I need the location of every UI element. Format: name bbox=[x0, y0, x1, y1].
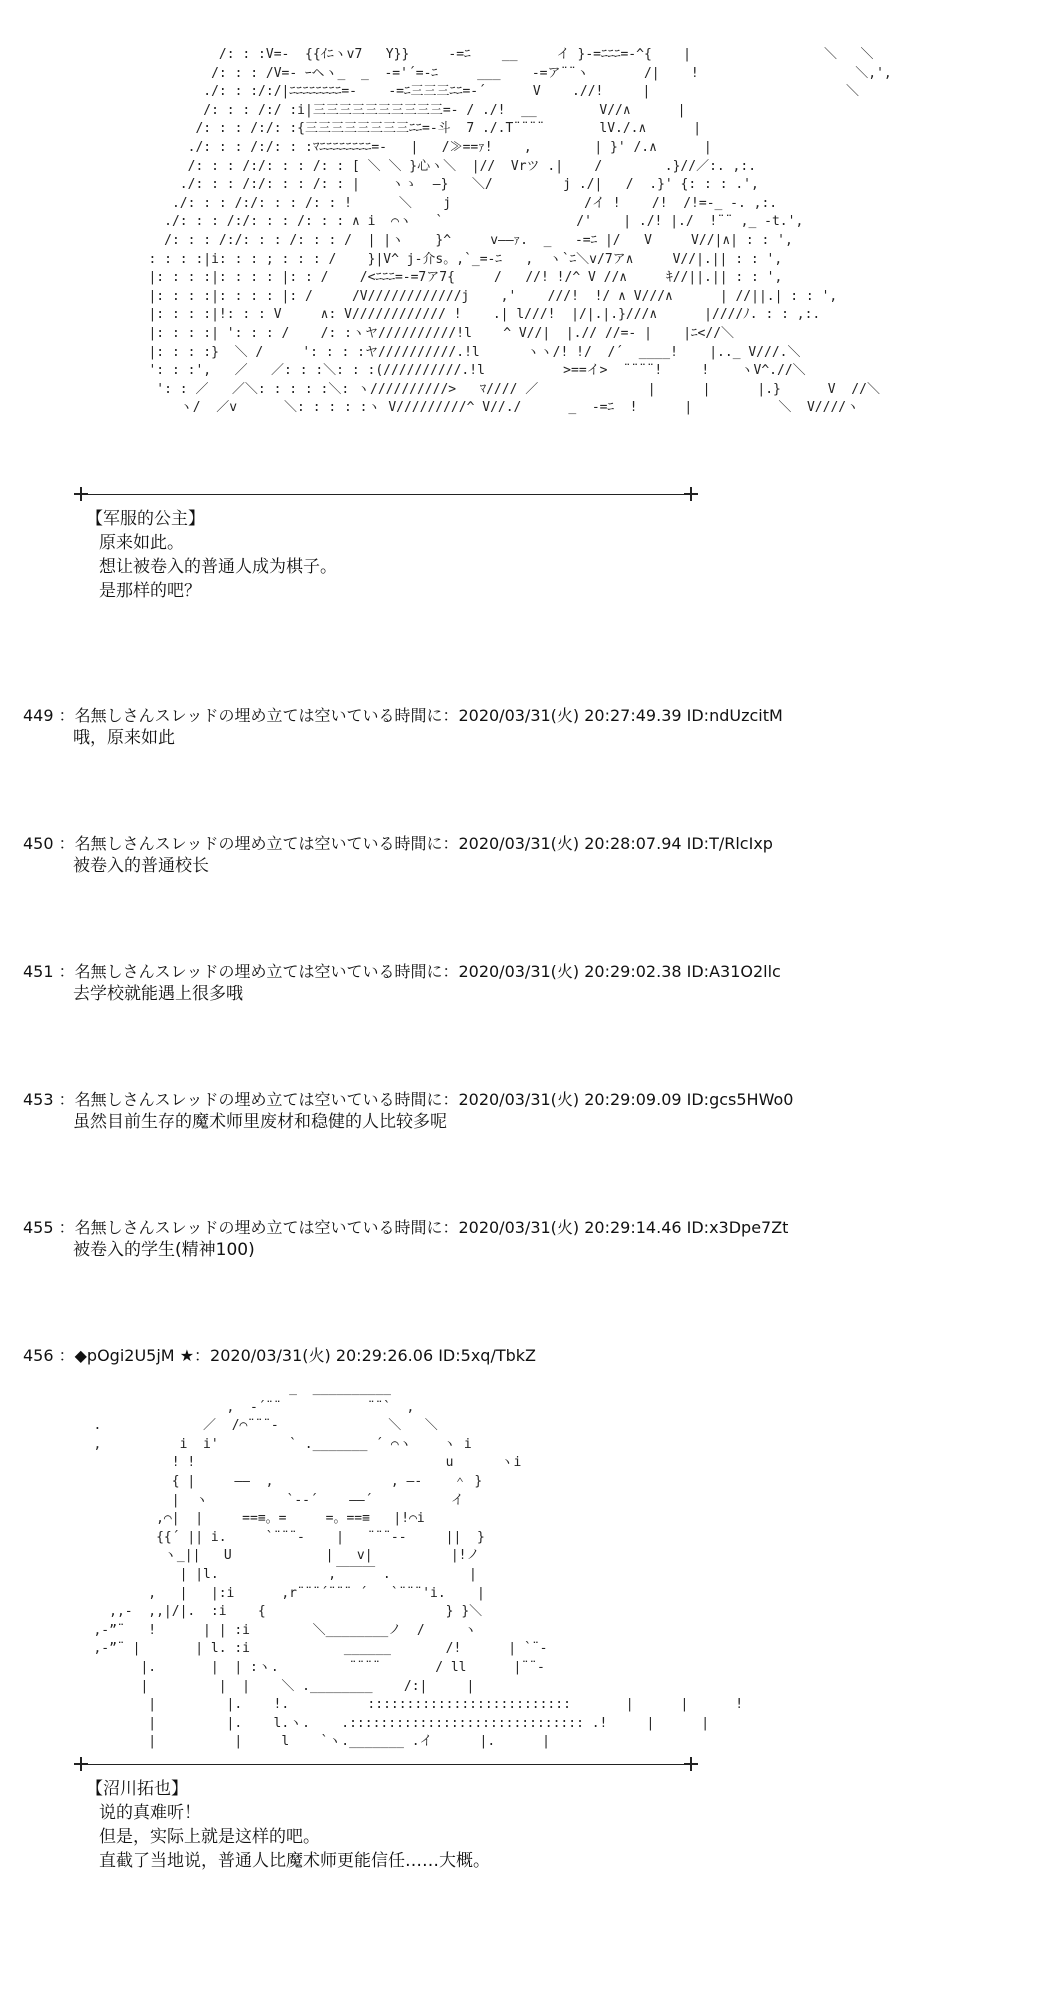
post-header: 449 ：名無しさんスレッドの埋め立ては空いている時間に：2020/03/31(火) 20:27:49.39 ID:ndUzcitM bbox=[23, 706, 783, 725]
ascii-art-face: _ __________ , -´¨¨ ¨¨` , . ／ /⌒¨¨¨- ＼ ＼ , i i' ` ._______ ´ ⌒ヽ ヽ i ! ! u ヽi { | ―― , , ―- ＾ } | ヽ `--´ ――´ イ ,⌒| | ==≡。= =。==≡ |!⌒i {{´ || i. `¨¨¨- | ¨¨¨-- || } ヽ_|| U | v| |!ノ | |l. ,￣￣￣ . | , | |:i ,r¨¨¨´¨¨¨ ´ `¨¨¨'i. | ,,- ,,|/|. :i { } }＼ ,-”¨ ! | | :i ＼________ノ / ヽ ,-”¨ | | l. :i ______ /! | `¨- |. | | :ヽ. ¨¨¨¨ / ll |¨¨- | | | ＼ .________ /:| | | |. !. :::::::::::::::::::::::::: | | ! | |. l.ヽ. .:::::::::::::::::::::::::::::: .! | | | | l `ヽ._______ .イ |. | bbox=[93, 1381, 744, 1750]
post-body: 被卷入的学生(精神100) bbox=[73, 1240, 255, 1260]
post-455 bbox=[23, 1216, 788, 1262]
dialogue-line: 想让被卷入的普通人成为棋子。 bbox=[99, 557, 337, 577]
dialogue-line: 原来如此。 bbox=[99, 533, 184, 553]
post-header: 456 ：◆pOgi2U5jM ★：2020/03/31(火) 20:29:26.06 ID:5xq/TbkZ bbox=[23, 1346, 536, 1365]
post-451 bbox=[23, 960, 781, 1006]
divider-line-2 bbox=[81, 1764, 691, 1765]
post-449 bbox=[23, 704, 783, 750]
ascii-art-top: /: : :V=- {{ｲﾆヽv7 Y}} -=ﾆ __ イ }-=ﾆﾆﾆ=-^{ | ＼ ＼ /: : : /V=- ｰヘヽ_ _ -='´=-ﾆ ___ -=ア¨¨ヽ /| ! ＼,', ./: : :/:/|ﾆﾆﾆﾆﾆﾆﾆﾆ=- -=ﾆ三三三ﾆﾆ=-´ V .//! | ＼ /: : : /:/ :i|三三三三三三三三三三=- / ./! __ V//∧ | /: : : /:/: :{三三三三三三三三ﾆﾆ=-斗 7 ./.T¨¨¨¨ lV./.∧ | ./: : : /:/: : :ﾏﾆﾆﾆﾆﾆﾆﾆﾆ=- | /≫==ｧ! , | }' /.∧ | /: : : /:/: : : /: : [ ＼ ＼ }心ヽ＼ |// Vrツ .| / .}//／:. ,:. ./: : : /:/: : : /: : | ヽゝ ―} ＼/ j ./| / .}' {: : : .', ./: : : /:/: : : /: : ! ＼ j /イ ! /! /!=-_ -. ,:. ./: : : /:/: : : /: : : ∧ i ⌒ヽ ` /' | ./! |./ !¨¨ ,_ -t.', /: : : /:/: : : /: : : / | |ヽ }^ v――ｧ. _ -=ﾆ |/ V V//|∧| : : ', : : : :|i: : : ; : : : / }|V^ j-介s。,`_=-ﾆ , ヽ`ﾆ＼v/7ア∧ V//|.|| : : ', |: : : :|: : : : |: : / /<ﾆﾆﾆ=-=7ア7{ / //! !/^ V //∧ ｷ//||.|| : : ', |: : : :|: : : : |: / /V////////////j ,' ///! !/ ∧ V///∧ | //||.| : : ', |: : : :|!: : : V ∧: V//////////// ! .| l///! |/|.|.}///∧ |////ﾉ. : : ,:. |: : : :| ': : : / /: :ヽヤ//////////!l ^ V//| |.// //=- | |ﾆ<//＼ |: : : :} ＼ / ': : : :ヤ//////////.!l ヽヽ/! !/ /´ ____! |.._ V///.＼ ': : :', ／ ／: : :＼: : :(//////////.!l >==イ> ¨¨¨¨! ! ヽV^.//＼ ': : ／ ／＼: : : : :＼: ヽ//////////> ﾏ//// ／ | | |.} V //＼ ヽ/ ／v ＼: : : : :ヽ V/////////^ V//./ _ -=ﾆ ! | ＼ V////ヽ bbox=[148, 47, 892, 416]
post-header: 450 ：名無しさんスレッドの埋め立ては空いている時間に：2020/03/31(火) 20:28:07.94 ID:T/RlcIxp bbox=[23, 834, 773, 853]
dialogue-line: 是那样的吧？ bbox=[99, 581, 201, 601]
post-456 bbox=[23, 1344, 536, 1367]
post-body: 被卷入的普通校长 bbox=[73, 856, 209, 876]
speaker-label: 【沼川拓也】 bbox=[86, 1779, 188, 1799]
post-header: 451 ：名無しさんスレッドの埋め立ては空いている時間に：2020/03/31(火) 20:29:02.38 ID:A31O2llc bbox=[23, 962, 781, 981]
post-body: 虽然目前生存的魔术师里废材和稳健的人比较多呢 bbox=[73, 1112, 447, 1132]
speaker-label: 【军服的公主】 bbox=[86, 509, 205, 529]
dialogue-line: 说的真难听！ bbox=[99, 1803, 201, 1823]
rule-end-marker-2 bbox=[684, 1757, 698, 1771]
post-body: 去学校就能遇上很多哦 bbox=[73, 984, 243, 1004]
dialogue-line: 但是，实际上就是这样的吧。 bbox=[99, 1827, 320, 1847]
post-body: 哦，原来如此 bbox=[73, 728, 175, 748]
dialogue-line: 直截了当地说，普通人比魔术师更能信任……大概。 bbox=[99, 1851, 490, 1871]
post-450 bbox=[23, 832, 773, 878]
post-453 bbox=[23, 1088, 793, 1134]
divider-line-1 bbox=[81, 494, 691, 495]
post-header: 455 ：名無しさんスレッドの埋め立ては空いている時間に：2020/03/31(火) 20:29:14.46 ID:x3Dpe7Zt bbox=[23, 1218, 789, 1237]
speech-block-1 bbox=[86, 507, 337, 603]
speech-block-2 bbox=[86, 1777, 490, 1873]
post-header: 453 ：名無しさんスレッドの埋め立ては空いている時間に：2020/03/31(火) 20:29:09.09 ID:gcs5HWo0 bbox=[23, 1090, 794, 1109]
rule-end-marker-1 bbox=[684, 487, 698, 501]
